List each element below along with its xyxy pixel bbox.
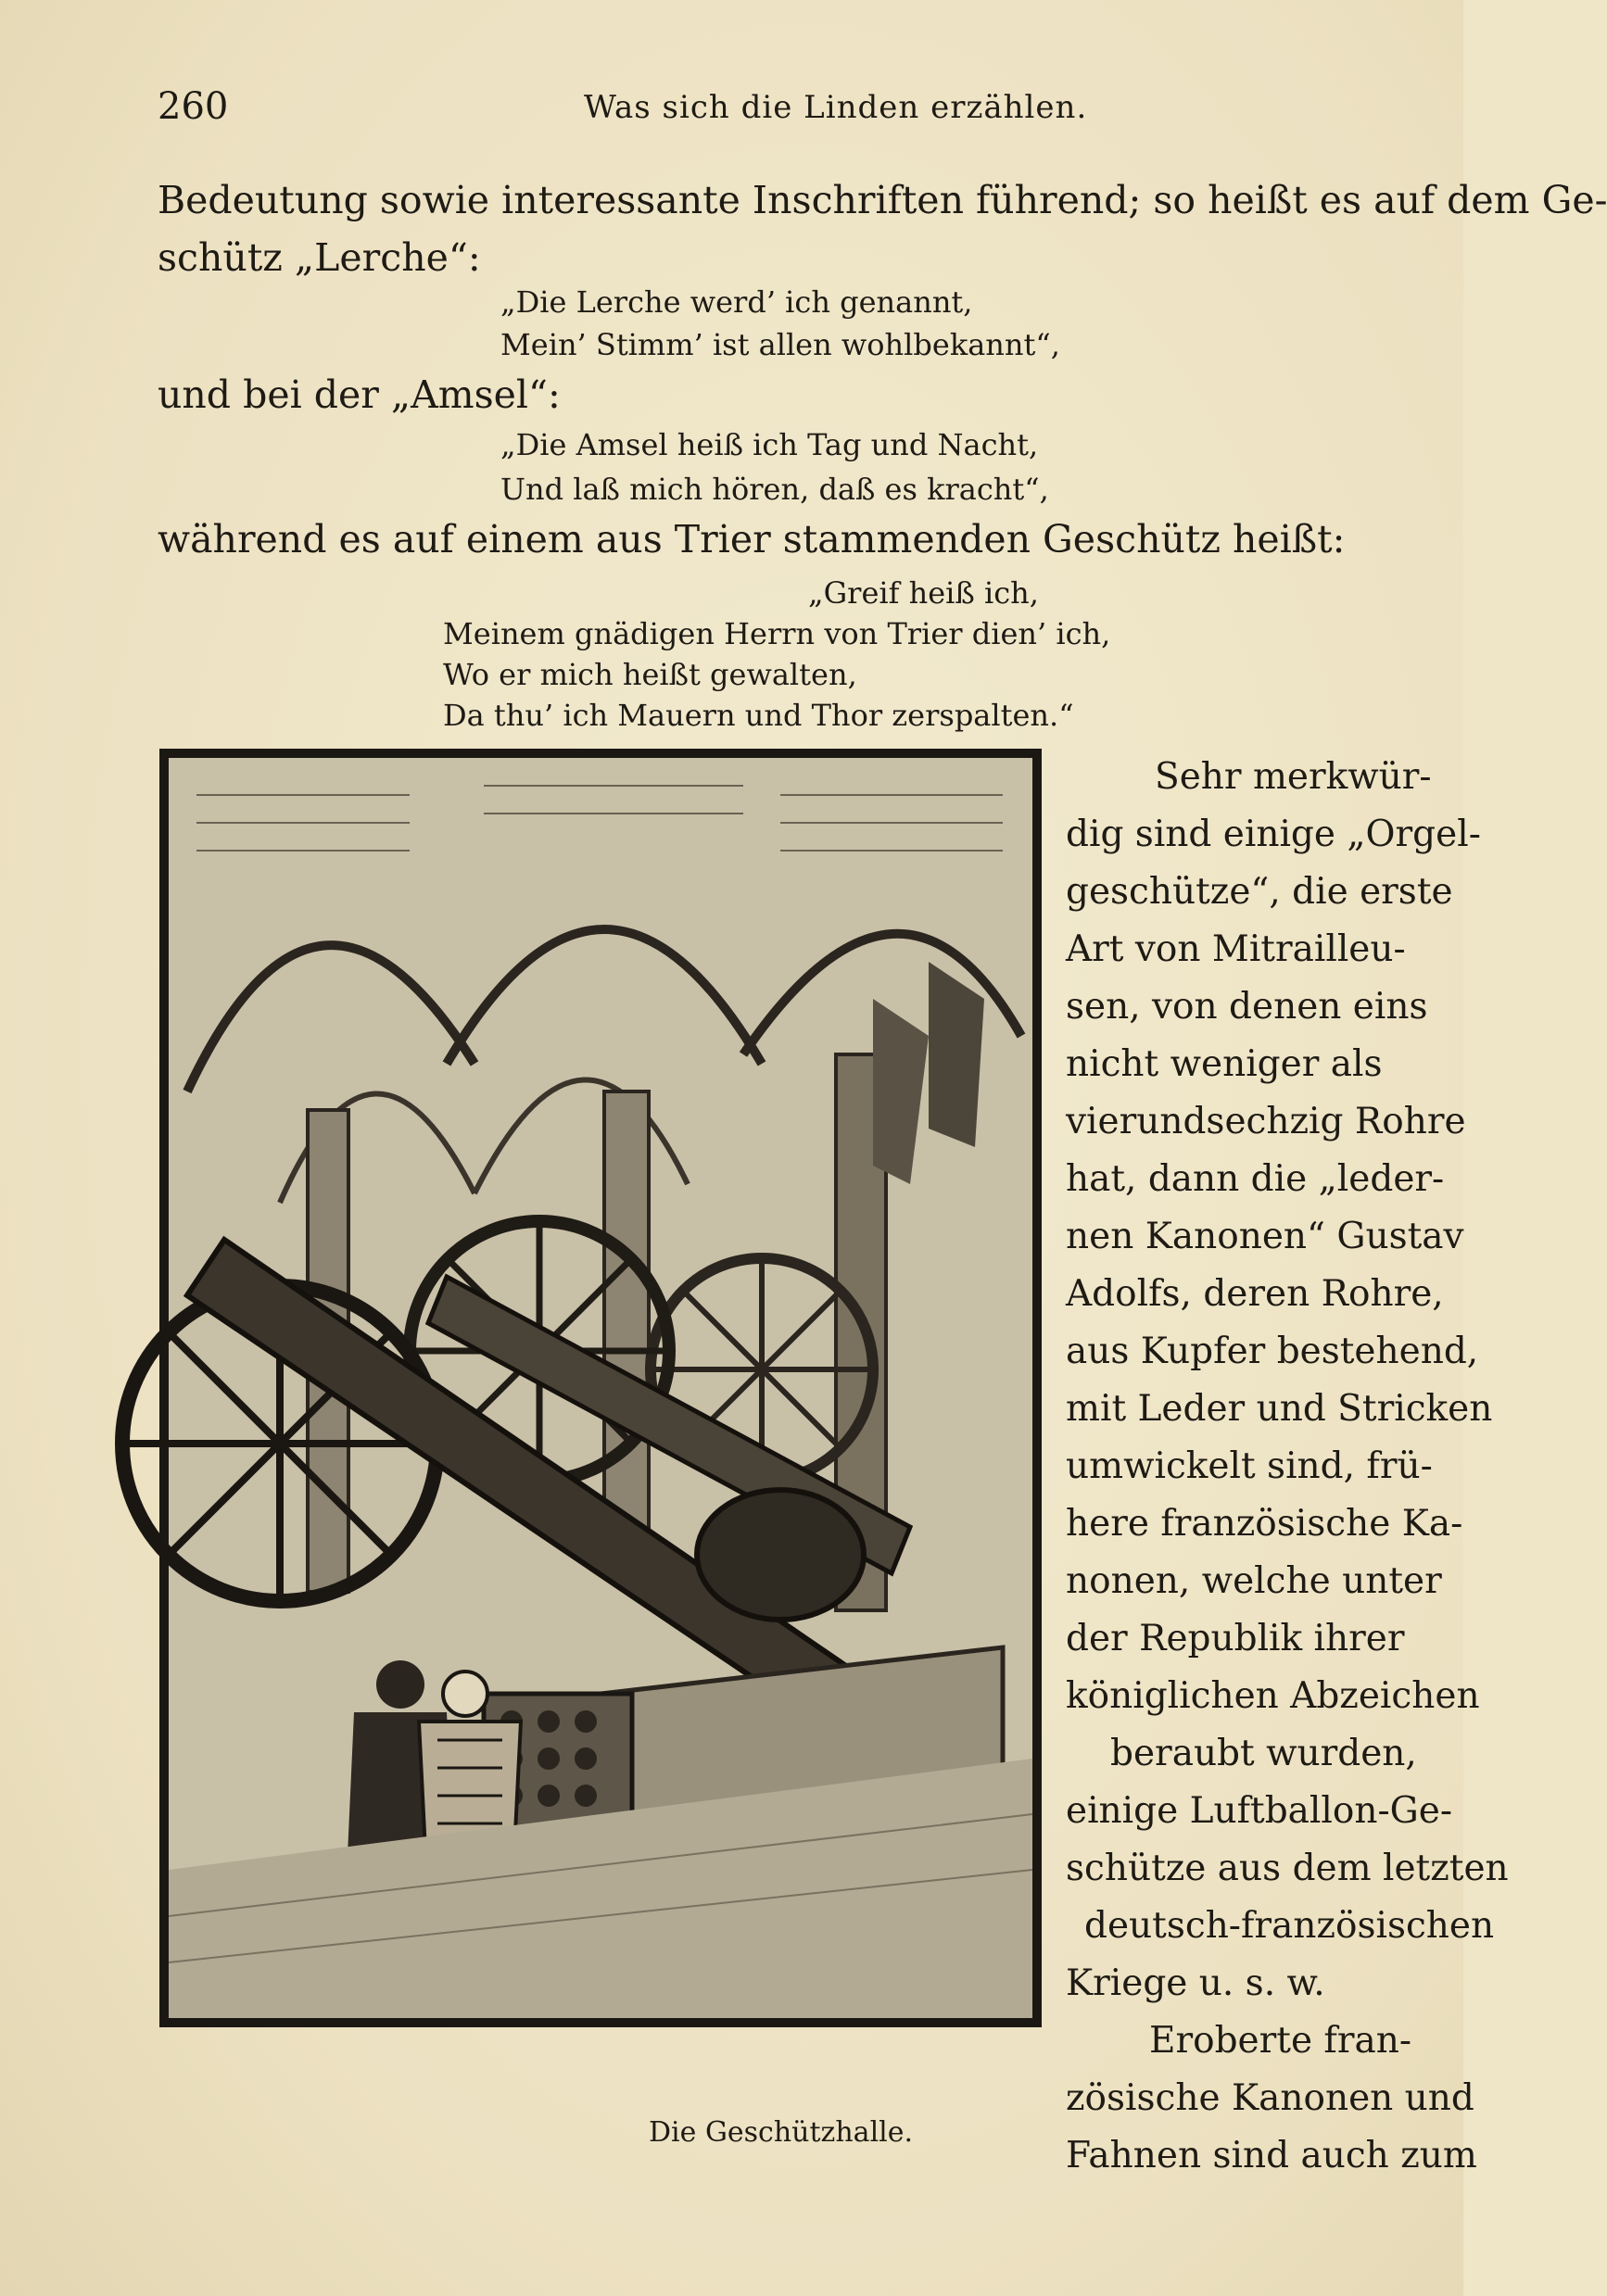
body-line-1: Bedeutung sowie interessante Inschriften führend; so heißt es auf dem Ge- [158,178,1607,222]
verse-greif-3: Wo er mich heißt gewalten, [443,657,857,692]
verse-greif-2: Meinem gnädigen Herrn von Trier dien’ ich, [443,616,1111,651]
right-line-9: nen Kanonen“ Gustav [1066,1216,1464,1257]
right-line-14: here französische Ka- [1066,1503,1463,1545]
right-line-12: mit Leder und Stricken [1066,1388,1493,1430]
body-line-trier: während es auf einem aus Trier stammenden Geschütz heißt: [158,517,1346,561]
right-line-4: Art von Mitrailleu- [1066,928,1406,970]
right-line-20: schütze aus dem letzten [1066,1848,1509,1889]
verse-amsel-1: „Die Amsel heiß ich Tag und Nacht, [500,427,1039,462]
right-line-22: Kriege u. s. w. [1066,1962,1325,2004]
right-line-16: der Republik ihrer [1066,1618,1405,1659]
verse-greif-1: „Greif heiß ich, [808,575,1039,611]
right-line-3: geschütze“, die erste [1066,871,1453,913]
verse-greif-4: Da thu’ ich Mauern und Thor zerspalten.“ [443,698,1074,733]
right-line-19: einige Luftballon-Ge- [1066,1790,1453,1832]
right-line-8: hat, dann die „leder- [1066,1158,1445,1200]
right-line-13: umwickelt sind, frü- [1066,1445,1433,1487]
engraving-cannon-hall-icon [169,758,1032,2018]
right-line-11: aus Kupfer bestehend, [1066,1331,1479,1372]
right-line-18: beraubt wurden, [1110,1733,1417,1774]
right-line-6: nicht weniger als [1066,1043,1383,1085]
verse-lerche-2: Mein’ Stimm’ ist allen wohlbekannt“, [500,327,1060,362]
body-line-amsel: und bei der „Amsel“: [158,372,561,417]
right-line-15: nonen, welche unter [1066,1560,1442,1602]
running-head: Was sich die Linden erzählen. [584,89,1088,126]
right-text-column [1066,749,1509,2185]
verse-amsel-2: Und laß mich hören, daß es kracht“, [500,472,1049,507]
figure-caption: Die Geschützhalle. [649,2116,914,2149]
right-line-25: Fahnen sind auch zum [1066,2135,1477,2176]
right-line-7: vierundsechzig Rohre [1066,1101,1466,1142]
right-line-21: deutsch-französischen [1084,1905,1495,1947]
right-line-17: königlichen Abzeichen [1066,1675,1480,1717]
verse-lerche-1: „Die Lerche werd’ ich genannt, [500,284,973,320]
cannon-hall-illustration [159,749,1042,2027]
right-line-1: Sehr merkwür- [1155,756,1432,798]
body-line-2: schütz „Lerche“: [158,235,481,280]
right-line-2: dig sind einige „Orgel- [1066,814,1481,855]
page-header [158,85,1399,132]
right-line-23: Eroberte fran- [1149,2020,1412,2062]
page-number: 260 [158,85,229,128]
right-line-5: sen, von denen eins [1066,986,1428,1028]
right-line-10: Adolfs, deren Rohre, [1066,1273,1444,1315]
right-line-24: zösische Kanonen und [1066,2077,1474,2119]
